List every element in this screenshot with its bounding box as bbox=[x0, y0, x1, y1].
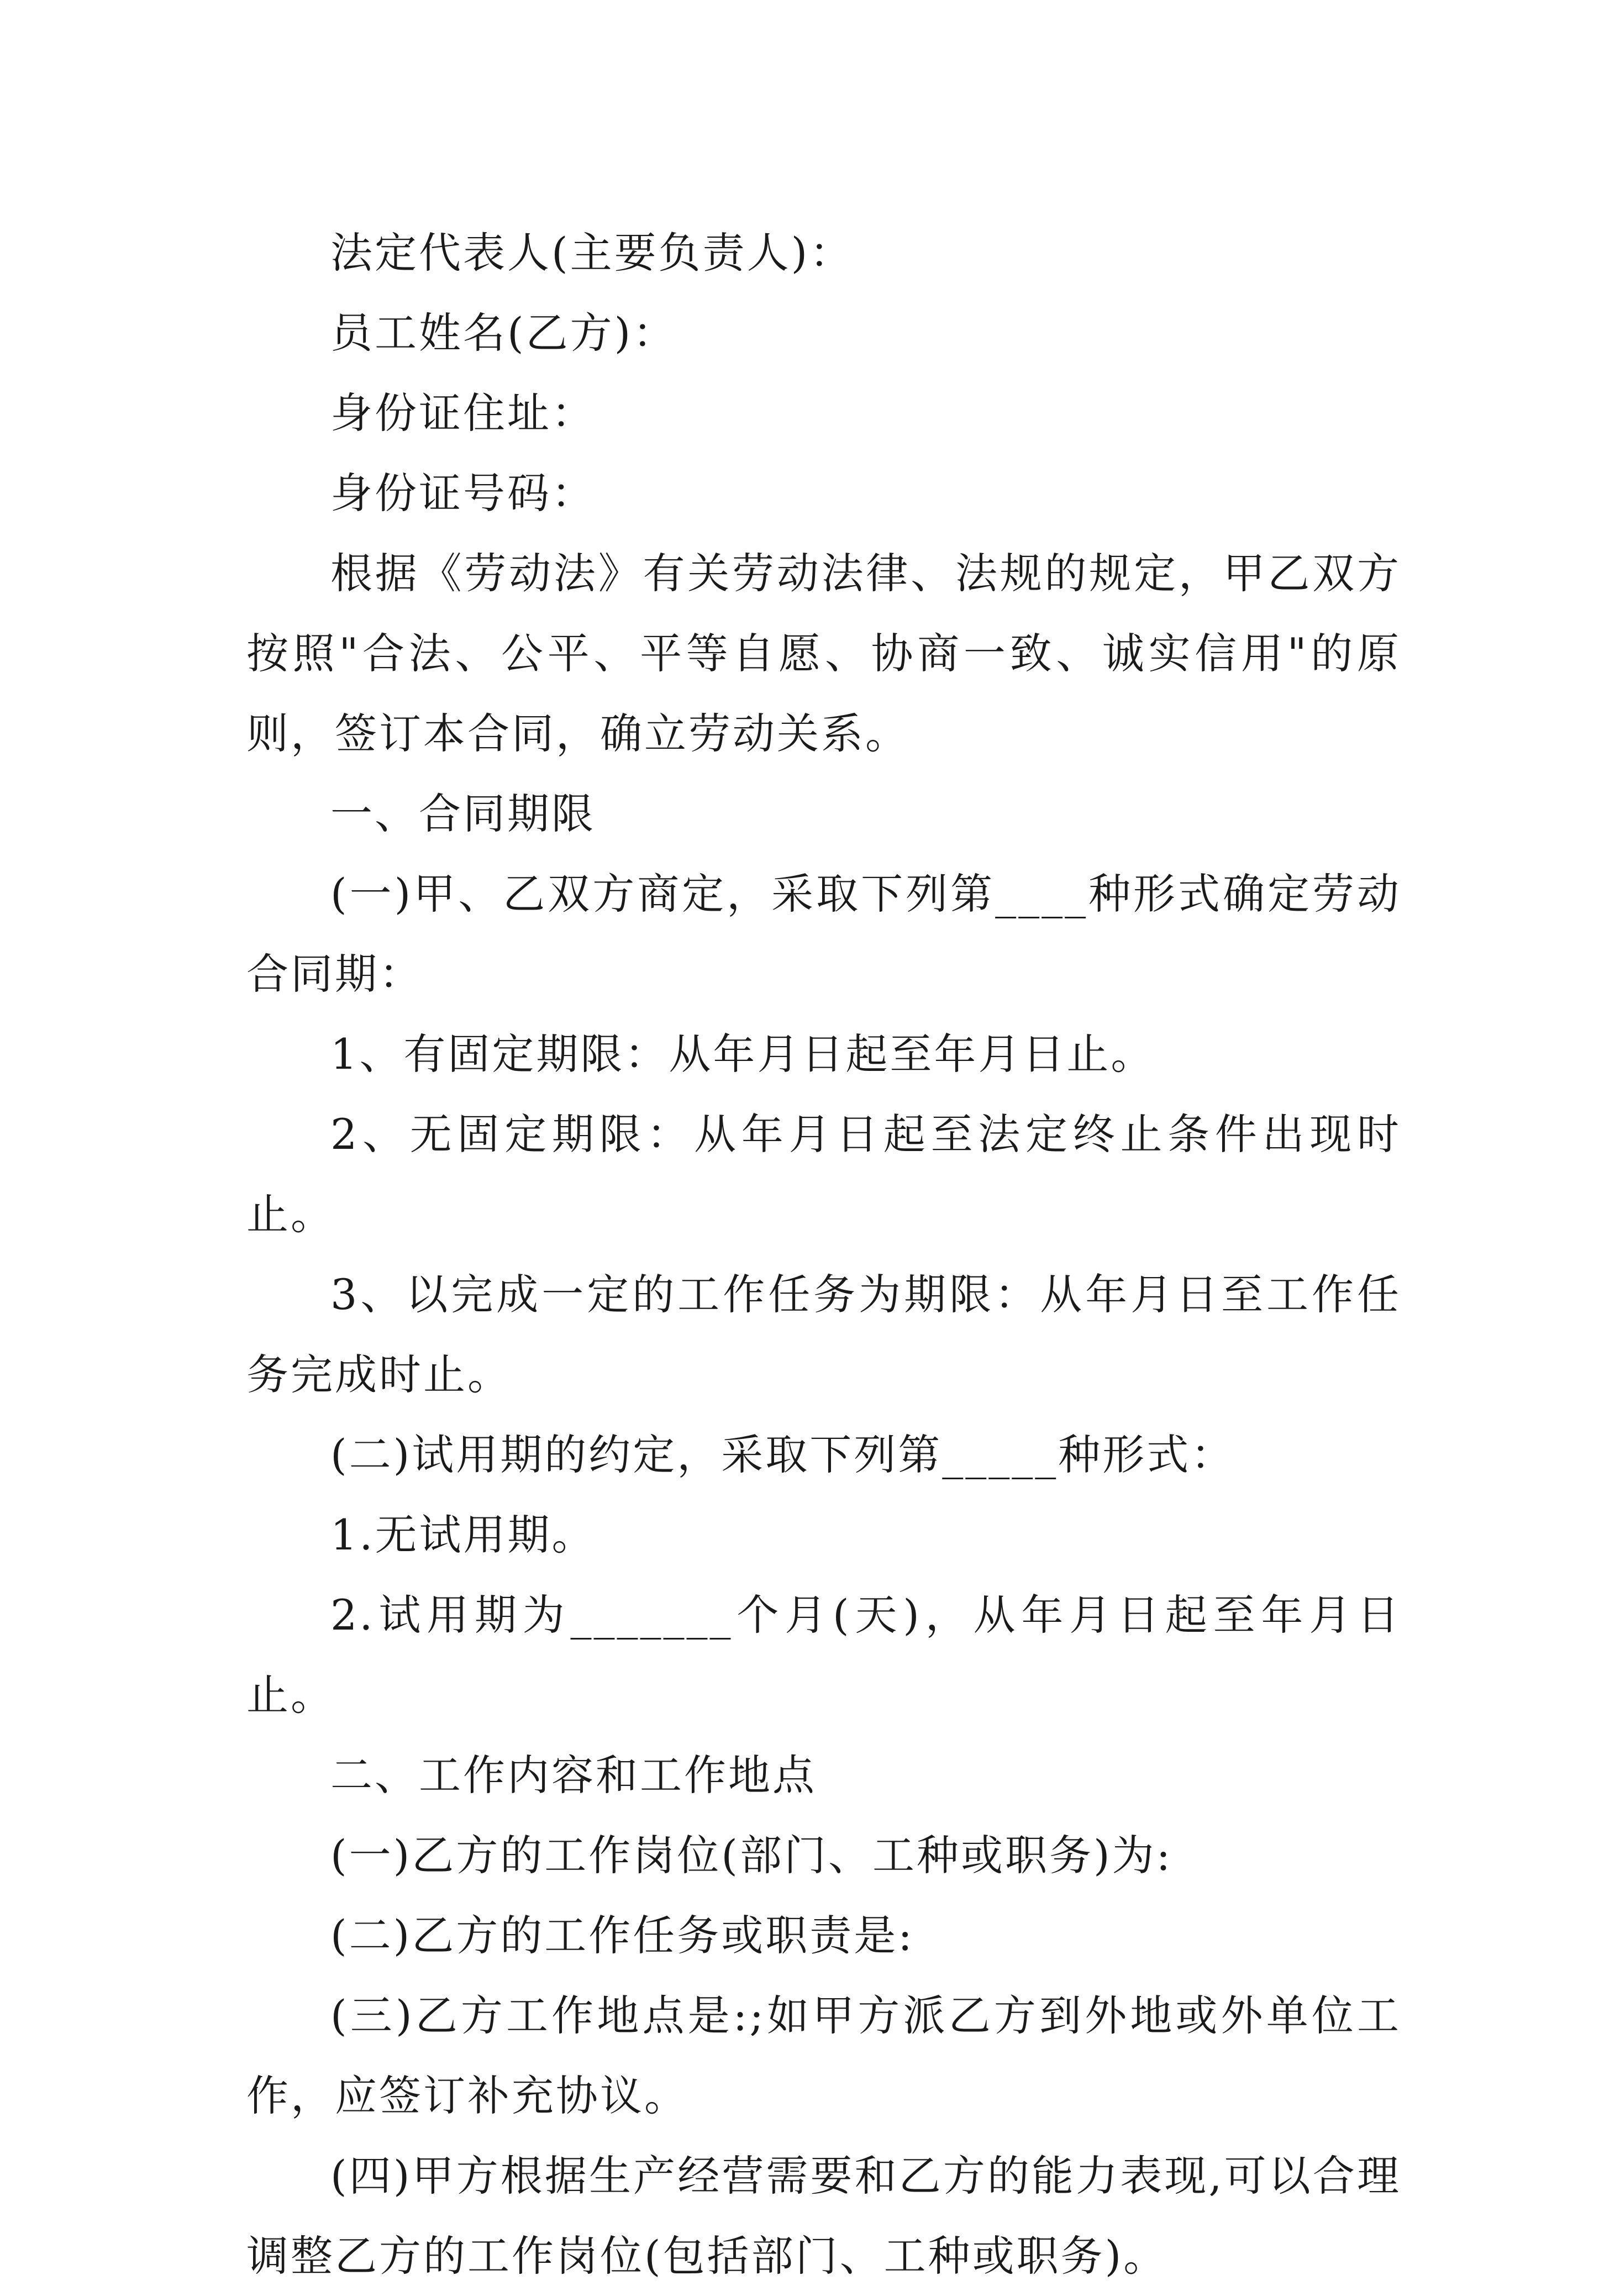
open-term-item: 2、无固定期限：从年月日起至法定终止条件出现时止。 bbox=[246, 1110, 1401, 1239]
legal-representative-line: 法定代表人(主要负责人)： bbox=[330, 228, 854, 277]
job-duties-clause: (二)乙方的工作任务或职责是: bbox=[330, 1911, 914, 1960]
no-probation-item: 1.无试用期。 bbox=[330, 1510, 596, 1559]
preamble-paragraph: 根据《劳动法》有关劳动法律、法规的规定，甲乙双方按照"合法、公平、平等自愿、协商一致、诚实信用"的原则，签订本合同，确立劳动关系。 bbox=[246, 549, 1401, 758]
contract-term-clause: (一)甲、乙双方商定，采取下列第____种形式确定劳动合同期： bbox=[246, 869, 1401, 999]
id-number-line: 身份证号码： bbox=[330, 469, 596, 518]
position-adjustment-clause: (四)甲方根据生产经营需要和乙方的能力表现,可以合理调整乙方的工作岗位(包括部门、工种或职务)。 bbox=[246, 2151, 1401, 2281]
work-location-clause: (三)乙方工作地点是:;如甲方派乙方到外地或外单位工作，应签订补充协议。 bbox=[246, 1991, 1401, 2120]
section-heading-work-content: 二、工作内容和工作地点 bbox=[330, 1751, 817, 1800]
fixed-term-item: 1、有固定期限：从年月日起至年月日止。 bbox=[330, 1029, 1155, 1079]
probation-period-item: 2.试用期为_______个月(天)，从年月日起至年月日止。 bbox=[246, 1590, 1401, 1720]
job-position-clause: (一)乙方的工作岗位(部门、工种或职务)为: bbox=[330, 1831, 1173, 1880]
employee-name-line: 员工姓名(乙方)： bbox=[330, 308, 677, 358]
section-heading-contract-term: 一、合同期限 bbox=[330, 789, 596, 838]
probation-clause: (二)试用期的约定，采取下列第_____种形式： bbox=[330, 1430, 1235, 1479]
id-address-line: 身份证住址： bbox=[330, 388, 596, 438]
task-term-item: 3、以完成一定的工作任务为期限：从年月日至工作任务完成时止。 bbox=[246, 1270, 1401, 1399]
document-body bbox=[246, 213, 1401, 2296]
